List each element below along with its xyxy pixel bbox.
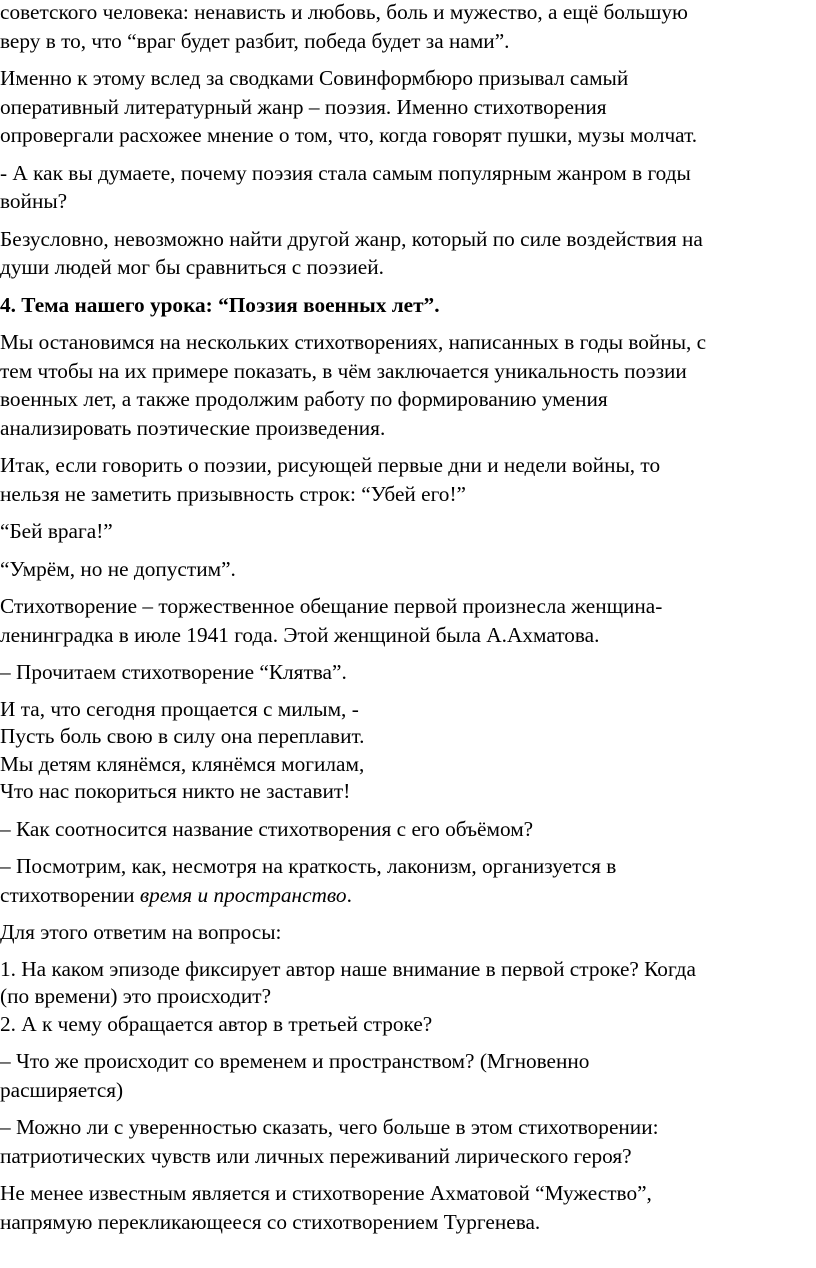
- text-line: - А как вы думаете, почему поэзия стала самым популярным жанром в годы: [0, 160, 691, 185]
- text-line: Стихотворение – торжественное обещание первой произнесла женщина-: [0, 594, 663, 618]
- paragraph-beat-enemy: “Бей врага!”: [0, 519, 113, 543]
- paragraph-time-expands: [0, 1047, 814, 1104]
- poem-line: Что нас покориться никто не заставит!: [0, 779, 351, 804]
- text-line: Именно к этому вслед за сводками Совинформбюро призывал самый: [0, 66, 629, 90]
- paragraph-soviet-man: [0, 0, 814, 55]
- text-line: – Посмотрим, как, несмотря на краткость, лаконизм, организуется в: [0, 854, 617, 879]
- text-fragment: стихотворении: [0, 882, 140, 907]
- paragraph-call-lines: [0, 451, 814, 508]
- paragraph-sovinformburo: [0, 64, 814, 150]
- text-line: оперативный литературный жанр – поэзия. Именно стихотворения: [0, 94, 607, 119]
- text-line: ленинградка в июле 1941 года. Этой женщиной была А.Ахматова.: [0, 622, 600, 647]
- text-line: нельзя не заметить призывность строк: “Убей его!”: [0, 481, 467, 506]
- text-fragment: .: [346, 882, 352, 907]
- text-line: души людей мог бы сравниться с поэзией.: [0, 255, 384, 279]
- text-line: советского человека: ненависть и любовь, боль и мужество, а ещё большую: [0, 0, 688, 24]
- poem-oath: [0, 696, 814, 806]
- question-item: 2. А к чему обращается автор в третьей строке?: [0, 1011, 433, 1036]
- paragraph-title-volume: – Как соотносится название стихотворения с его объёмом?: [0, 816, 534, 841]
- text-line: – Можно ли с уверенностью сказать, чего больше в этом стихотворении:: [0, 1115, 659, 1140]
- paragraph-akhmatova-oath: [0, 592, 814, 649]
- text-line: военных лет, а также продолжим работу по формированию умения: [0, 387, 608, 411]
- text-line: [0, 881, 814, 910]
- text-line: веру в то, что “враг будет разбит, победа будет за нами”.: [0, 28, 510, 53]
- text-line: Итак, если говорить о поэзии, рисующей первые дни и недели войны, то: [0, 453, 661, 477]
- paragraph-patriotic-personal: [0, 1113, 814, 1170]
- text-line: Мы остановимся на нескольких стихотворениях, написанных в годы войны, с: [0, 330, 707, 354]
- paragraph-lesson-goals: [0, 328, 814, 442]
- paragraph-answer-questions: Для этого ответим на вопросы:: [0, 920, 282, 945]
- question-item: 1. На каком эпизоде фиксирует автор наше внимание в первой строке? Когда: [0, 956, 696, 981]
- paragraph-time-space: [0, 852, 814, 909]
- text-line: Безусловно, невозможно найти другой жанр, который по силе воздействия на: [0, 226, 703, 251]
- text-line: патриотических чувств или личных переживаний лирического героя?: [0, 1143, 632, 1168]
- text-line: анализировать поэтические произведения.: [0, 415, 386, 440]
- text-line: Не менее известным является и стихотворение Ахматовой “Мужество”,: [0, 1181, 652, 1206]
- text-line: тем чтобы на их примере показать, в чём заключается уникальность поэзии: [0, 358, 687, 383]
- text-line: – Что же происходит со временем и пространством? (Мгновенно: [0, 1049, 590, 1074]
- poem-line: И та, что сегодня прощается с милым, -: [0, 696, 359, 721]
- text-line: опровергали расхожее мнение о том, что, когда говорят пушки, музы молчат.: [0, 123, 698, 147]
- question-list: [0, 956, 814, 1038]
- paragraph-die-not-allow: “Умрём, но не допустим”.: [0, 556, 236, 581]
- italic-emphasis: время и пространство: [139, 882, 347, 907]
- text-line: напрямую перекликающееся со стихотворением Тургенева.: [0, 1209, 541, 1234]
- paragraph-no-other-genre: [0, 225, 814, 282]
- question-item-continued: (по времени) это происходит?: [0, 984, 272, 1009]
- lesson-topic-heading: 4. Тема нашего урока: “Поэзия военных лет”.: [0, 292, 440, 317]
- poem-line: Мы детям клянёмся, клянёмся могилам,: [0, 751, 365, 776]
- text-line: войны?: [0, 189, 68, 213]
- paragraph-question-popular-genre: [0, 159, 814, 216]
- poem-line: Пусть боль свою в силу она переплавит.: [0, 724, 365, 749]
- text-line: расширяется): [0, 1077, 124, 1102]
- paragraph-courage-poem: [0, 1179, 814, 1236]
- paragraph-read-poem: – Прочитаем стихотворение “Клятва”.: [0, 660, 347, 684]
